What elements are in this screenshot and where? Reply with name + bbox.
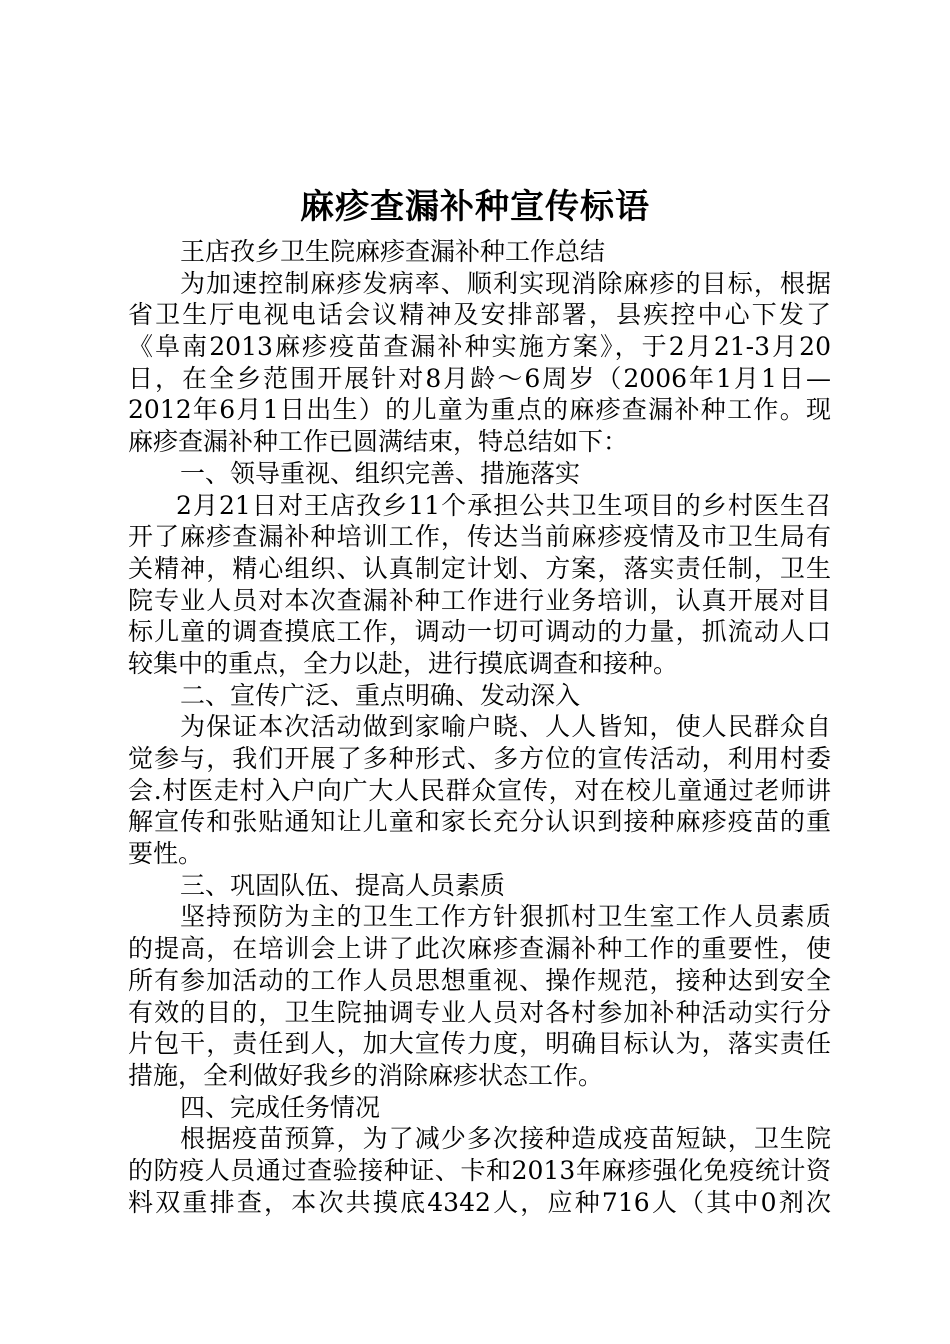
paragraph-line: 标儿童的调查摸底工作，调动一切可调动的力量，抓流动人口 [128, 617, 831, 647]
paragraph-line: 坚持预防为主的卫生工作方针狠抓村卫生室工作人员素质 [180, 902, 831, 932]
paragraph-line: 的提高，在培训会上讲了此次麻疹查漏补种工作的重要性，使 [128, 934, 831, 964]
paragraph-line: 的防疫人员通过查验接种证、卡和2013年麻疹强化免疫统计资 [128, 1155, 831, 1185]
document-body [128, 236, 831, 1218]
section-heading: 四、完成任务情况 [180, 1092, 381, 1122]
paragraph-line: 为加速控制麻疹发病率、顺利实现消除麻疹的目标，根据 [180, 268, 831, 298]
paragraph-line: 所有参加活动的工作人员思想重视、操作规范，接种达到安全 [128, 965, 831, 995]
paragraph-line: 较集中的重点，全力以赴，进行摸底调查和接种。 [128, 648, 679, 678]
paragraph-line: 日，在全乡范围开展针对8月龄～6周岁（2006年1月1日— [128, 363, 831, 393]
paragraph-line: 片包干，责任到人，加大宣传力度，明确目标认为，落实责任 [128, 1029, 831, 1059]
section-heading: 二、宣传广泛、重点明确、发动深入 [180, 680, 581, 710]
paragraph-line: 会.村医走村入户向广大人民群众宣传，对在校儿童通过老师讲 [128, 775, 831, 805]
paragraph-line: 觉参与，我们开展了多种形式、多方位的宣传活动，利用村委 [128, 744, 831, 773]
paragraph-line: 麻疹查漏补种工作已圆满结束，特总结如下： [128, 427, 629, 457]
paragraph-line: 有效的目的，卫生院抽调专业人员对各村参加补种活动实行分 [128, 997, 831, 1027]
paragraph-line: 关精神，精心组织、认真制定计划、方案，落实责任制，卫生 [128, 553, 831, 583]
subtitle-line: 王店孜乡卫生院麻疹查漏补种工作总结 [180, 237, 606, 266]
paragraph-line: 开了麻疹查漏补种培训工作，传达当前麻疹疫情及市卫生局有 [128, 522, 831, 552]
paragraph-line: 2月21日对王店孜乡11个承担公共卫生项目的乡村医生召 [176, 490, 831, 520]
paragraph-line: 《阜南2013麻疹疫苗查漏补种实施方案》，于2月21-3月20 [128, 332, 831, 362]
paragraph-line: 料双重排查，本次共摸底4342人，应种716人（其中0剂次 [128, 1187, 831, 1217]
paragraph-line: 措施，全利做好我乡的消除麻疹状态工作。 [128, 1060, 604, 1090]
paragraph-line: 2012年6月1日出生）的儿童为重点的麻疹查漏补种工作。现 [128, 395, 831, 425]
paragraph-line: 院专业人员对本次查漏补种工作进行业务培训，认真开展对目 [128, 585, 831, 615]
document-title: 麻疹查漏补种宣传标语 [300, 187, 650, 227]
paragraph-line: 根据疫苗预算，为了减少多次接种造成疫苗短缺，卫生院 [180, 1124, 831, 1154]
paragraph-line: 解宣传和张贴通知让儿童和家长充分认识到接种麻疹疫苗的重 [128, 807, 831, 837]
paragraph-line: 省卫生厅电视电话会议精神及安排部署，县疾控中心下发了 [128, 300, 831, 330]
paragraph-line: 要性。 [128, 839, 204, 869]
paragraph-line: 为保证本次活动做到家喻户晓、人人皆知，使人民群众自 [180, 712, 831, 742]
section-heading: 一、领导重视、组织完善、措施落实 [180, 458, 581, 488]
section-heading: 三、巩固队伍、提高人员素质 [180, 870, 506, 900]
